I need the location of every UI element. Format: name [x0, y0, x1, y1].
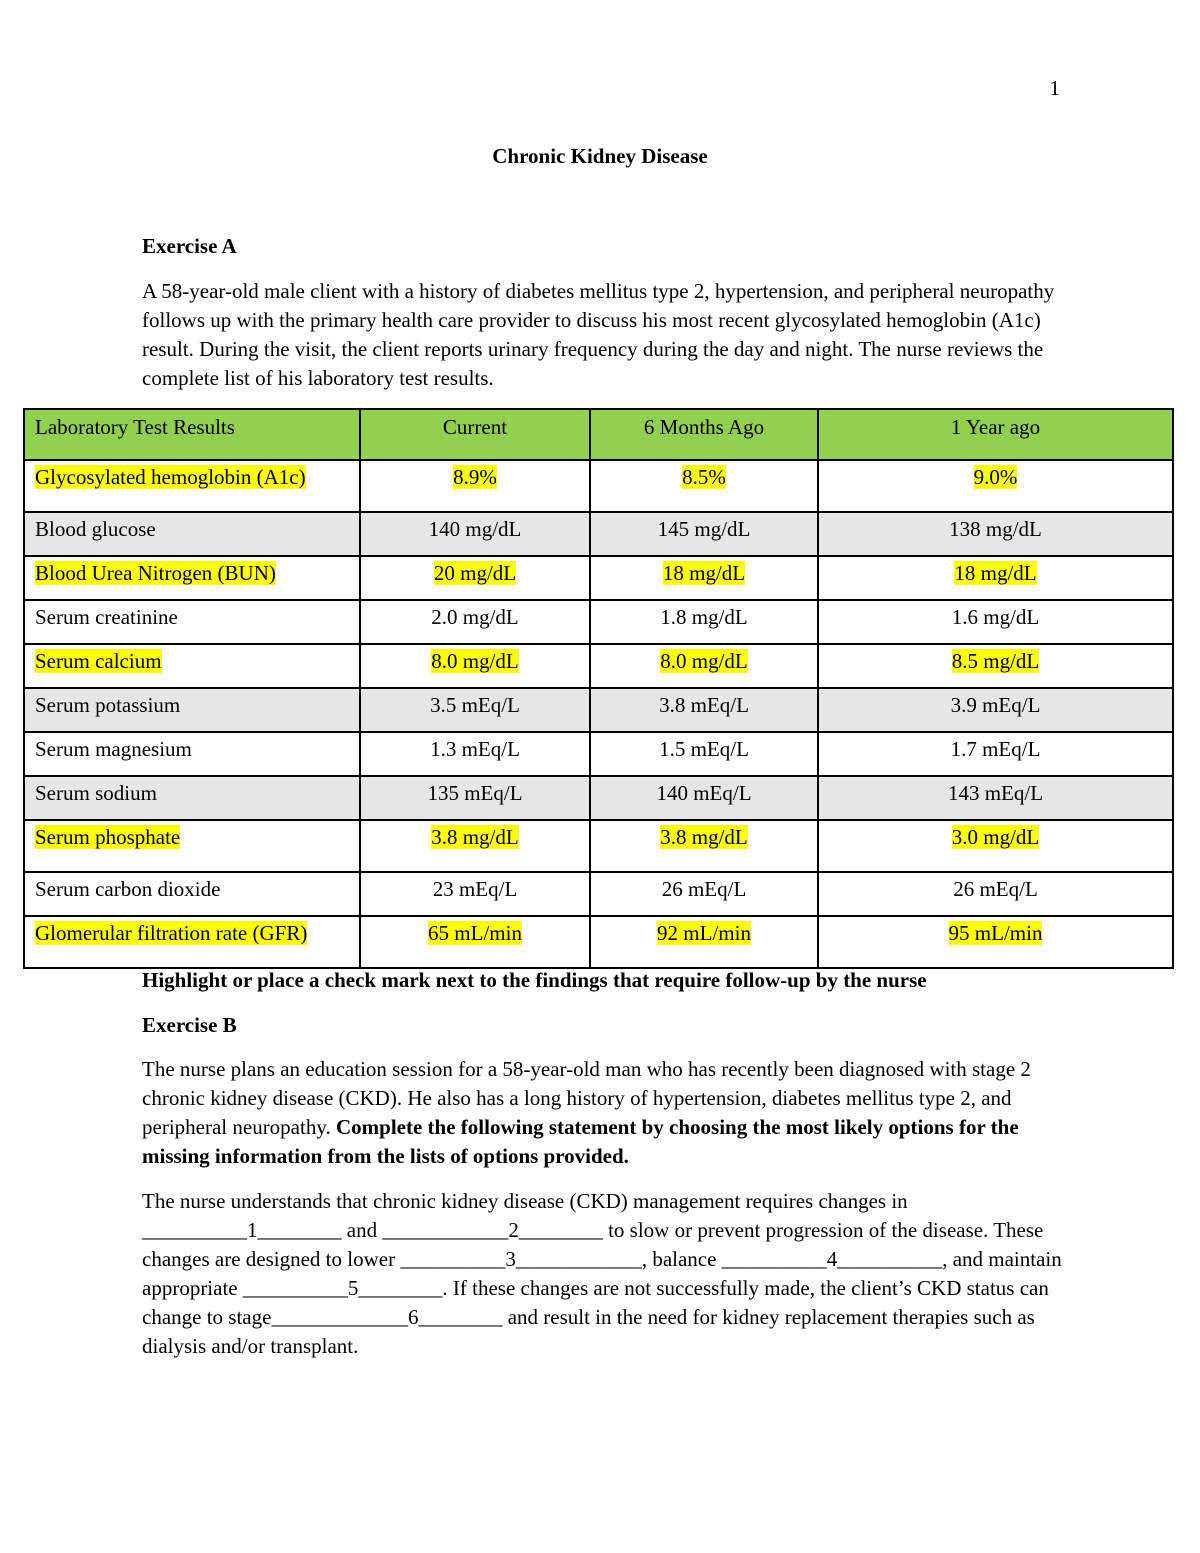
highlight-six-months-value: 3.8 mg/dL: [660, 825, 748, 849]
highlight-six-months-value: 92 mL/min: [657, 921, 751, 945]
table-row: [24, 688, 1173, 732]
cell-one-year-value: [818, 556, 1173, 600]
statement-text-1: The nurse understands that chronic kidney disease (CKD) management requires changes in: [142, 1189, 908, 1213]
cell-current-value: [360, 460, 590, 512]
cell-current-value: 23 mEq/L: [360, 872, 590, 916]
blank-3-left[interactable]: __________: [400, 1247, 506, 1271]
cell-current-value: 135 mEq/L: [360, 776, 590, 820]
statement-text-4: , balance: [641, 1247, 722, 1271]
cell-six-months-value: 26 mEq/L: [590, 872, 818, 916]
cell-test-name: Serum sodium: [24, 776, 360, 820]
cell-test-name: [24, 916, 360, 968]
blank-4-left[interactable]: __________: [721, 1247, 827, 1271]
table-row: [24, 556, 1173, 600]
cell-test-name: [24, 460, 360, 512]
highlight-test-name: Glomerular filtration rate (GFR): [35, 921, 308, 945]
exercise-b-heading: [142, 1011, 1072, 1040]
page-number: 1: [1049, 76, 1060, 100]
exercise-a-label: Exercise A: [142, 234, 237, 258]
highlight-current-value: 20 mg/dL: [433, 561, 517, 585]
blank-3-right[interactable]: ____________: [515, 1247, 642, 1271]
highlight-test-name: Blood Urea Nitrogen (BUN): [35, 561, 276, 585]
cell-current-value: [360, 916, 590, 968]
fill-in-statement: [142, 1187, 1072, 1361]
cell-one-year-value: 1.6 mg/dL: [818, 600, 1173, 644]
highlight-six-months-value: 8.5%: [682, 465, 726, 489]
statement-text-3: to slow or prevent progression of the disease. These changes are designed to lower: [142, 1218, 1044, 1271]
blank-6-left[interactable]: _____________: [271, 1305, 408, 1329]
table-header-row: [24, 409, 1173, 460]
highlight-one-year-value: 3.0 mg/dL: [951, 825, 1040, 849]
cell-one-year-value: 138 mg/dL: [818, 512, 1173, 556]
highlight-test-name: Glycosylated hemoglobin (A1c): [35, 465, 306, 489]
statement-text-5: , and maintain appropriate: [142, 1247, 1062, 1300]
table-row: [24, 872, 1173, 916]
table-row: [24, 460, 1173, 512]
document-title: Chronic Kidney Disease: [492, 144, 708, 168]
blank-1-number: 1: [247, 1218, 258, 1242]
exercise-b-text: The nurse plans an education session for a 58-year-old man who has recently been diagnosed with stage 2 chronic kidney disease (CKD). He also has a long history of hypertension, diabetes mellitus type 2, and peripheral neuropathy.: [142, 1057, 1031, 1139]
cell-six-months-value: [590, 460, 818, 512]
header-six-months: 6 Months Ago: [590, 409, 818, 460]
highlight-one-year-value: 8.5 mg/dL: [951, 649, 1040, 673]
exercise-b-instruction: Complete the following statement by choosing the most likely options for the missing information from the lists of options provided.: [142, 1115, 1019, 1168]
cell-one-year-value: [818, 820, 1173, 872]
table-row: [24, 512, 1173, 556]
cell-test-name: [24, 820, 360, 872]
highlight-current-value: 8.0 mg/dL: [431, 649, 519, 673]
exercise-a-heading: [142, 232, 1072, 261]
table-row: [24, 644, 1173, 688]
blank-6-right[interactable]: ________: [418, 1305, 503, 1329]
header-test: Laboratory Test Results: [24, 409, 360, 460]
highlight-test-name: Serum calcium: [35, 649, 162, 673]
cell-current-value: [360, 644, 590, 688]
cell-current-value: 2.0 mg/dL: [360, 600, 590, 644]
highlight-current-value: 3.8 mg/dL: [431, 825, 519, 849]
blank-2-number: 2: [508, 1218, 519, 1242]
statement-text-2: and: [341, 1218, 383, 1242]
blank-6-number: 6: [407, 1305, 419, 1329]
blank-1-right[interactable]: ________: [257, 1218, 342, 1242]
blank-3-number: 3: [505, 1247, 516, 1271]
cell-current-value: 140 mg/dL: [360, 512, 590, 556]
cell-one-year-value: [818, 460, 1173, 512]
cell-test-name: Serum carbon dioxide: [24, 872, 360, 916]
header-one-year: 1 Year ago: [818, 409, 1173, 460]
cell-current-value: [360, 820, 590, 872]
cell-one-year-value: [818, 916, 1173, 968]
cell-six-months-value: [590, 556, 818, 600]
cell-six-months-value: [590, 644, 818, 688]
highlight-current-value: 65 mL/min: [428, 921, 522, 945]
highlight-one-year-value: 9.0%: [973, 465, 1018, 489]
table-row: [24, 916, 1173, 968]
table-row: [24, 600, 1173, 644]
blank-5-left[interactable]: __________: [242, 1276, 348, 1300]
highlight-test-name: Serum phosphate: [35, 825, 181, 849]
table-row: [24, 820, 1173, 872]
header-current: Current: [360, 409, 590, 460]
table-row: [24, 732, 1173, 776]
blank-1-left[interactable]: __________: [142, 1218, 247, 1242]
cell-six-months-value: 1.5 mEq/L: [590, 732, 818, 776]
cell-test-name: Blood glucose: [24, 512, 360, 556]
cell-six-months-value: 3.8 mEq/L: [590, 688, 818, 732]
statement-text-6: . If these changes are not successfully made, the client’s CKD status can change to stage: [142, 1276, 1049, 1329]
cell-one-year-value: [818, 644, 1173, 688]
cell-test-name: Serum creatinine: [24, 600, 360, 644]
cell-test-name: [24, 556, 360, 600]
cell-current-value: 3.5 mEq/L: [360, 688, 590, 732]
cell-test-name: Serum potassium: [24, 688, 360, 732]
highlight-one-year-value: 18 mg/dL: [954, 561, 1037, 585]
blank-2-right[interactable]: ________: [518, 1218, 603, 1242]
table-row: [24, 776, 1173, 820]
cell-current-value: 1.3 mEq/L: [360, 732, 590, 776]
exercise-a-paragraph: A 58-year-old male client with a history of diabetes mellitus type 2, hypertension, and peripheral neuropathy follows up with the primary health care provider to discuss his most recent glycosylated hemoglobin (A1c) result. During the visit, the client reports urinary frequency during the day and night. The nurse reviews the complete list of his laboratory test results.: [142, 279, 1055, 390]
highlight-six-months-value: 18 mg/dL: [662, 561, 746, 585]
lab-results-table: [23, 408, 1174, 969]
cell-six-months-value: 140 mEq/L: [590, 776, 818, 820]
cell-one-year-value: 1.7 mEq/L: [818, 732, 1173, 776]
cell-test-name: Serum magnesium: [24, 732, 360, 776]
cell-one-year-value: 26 mEq/L: [818, 872, 1173, 916]
exercise-b-paragraph: [142, 1055, 1072, 1171]
cell-six-months-value: [590, 916, 818, 968]
cell-one-year-value: 143 mEq/L: [818, 776, 1173, 820]
instruction-a: [142, 966, 1142, 995]
blank-5-right[interactable]: ________: [358, 1276, 443, 1300]
blank-4-right[interactable]: __________: [837, 1247, 943, 1271]
blank-5-number: 5: [347, 1276, 359, 1300]
statement-text-7: and result in the need for kidney replacement therapies such as dialysis and/or transplant.: [142, 1305, 1035, 1358]
exercise-b-label: Exercise B: [142, 1013, 237, 1037]
cell-test-name: [24, 644, 360, 688]
highlight-current-value: 8.9%: [453, 465, 497, 489]
cell-six-months-value: [590, 820, 818, 872]
highlight-one-year-value: 95 mL/min: [948, 921, 1043, 945]
cell-current-value: [360, 556, 590, 600]
highlight-six-months-value: 8.0 mg/dL: [660, 649, 748, 673]
cell-six-months-value: 145 mg/dL: [590, 512, 818, 556]
blank-4-number: 4: [826, 1247, 838, 1271]
cell-six-months-value: 1.8 mg/dL: [590, 600, 818, 644]
cell-one-year-value: 3.9 mEq/L: [818, 688, 1173, 732]
blank-2-left[interactable]: ____________: [382, 1218, 509, 1242]
instruction-a-text: Highlight or place a check mark next to the findings that require follow-up by the nurse: [142, 968, 927, 992]
